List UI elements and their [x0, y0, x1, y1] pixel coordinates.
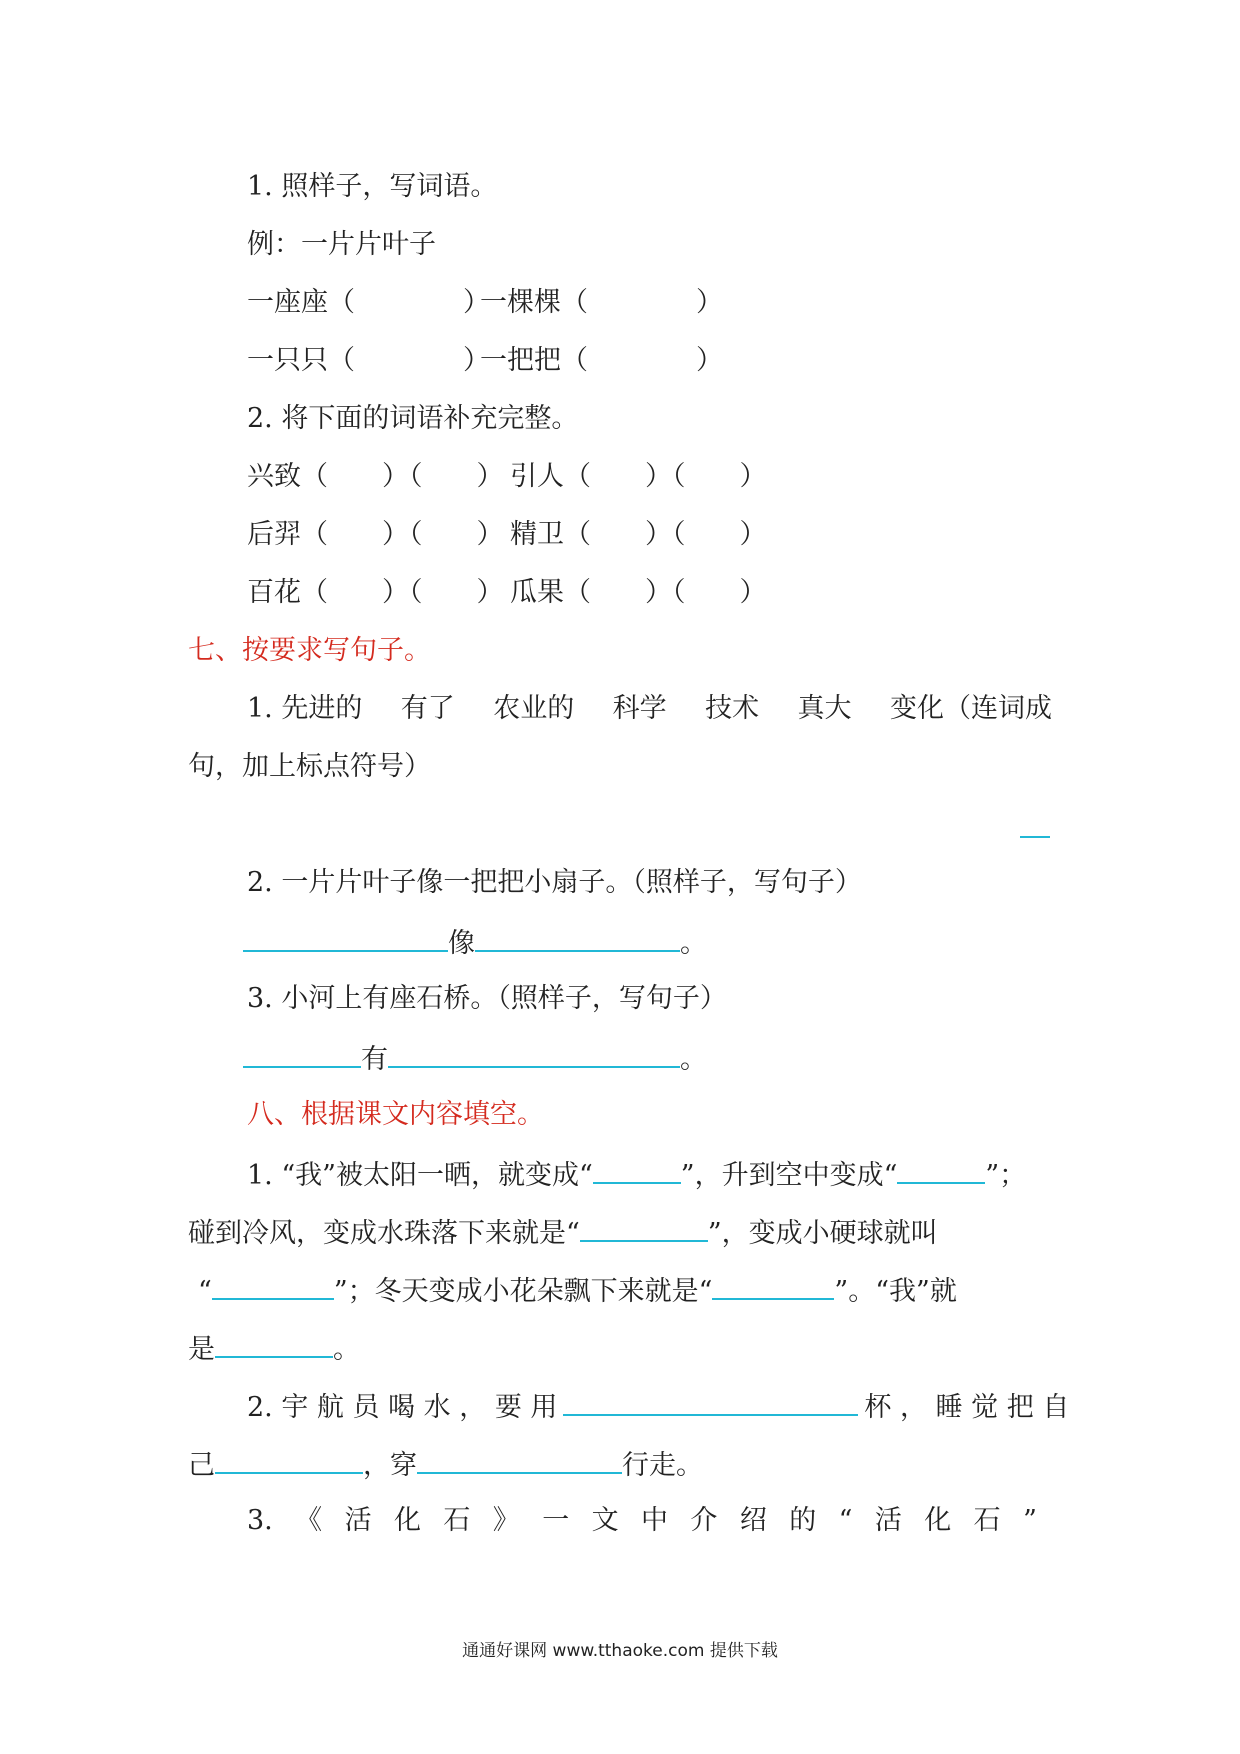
text: ”；: [985, 1160, 1027, 1191]
char: 3.: [247, 1505, 273, 1536]
char: 石: [443, 1505, 471, 1536]
text: 1. “我”被太阳一晒，就变成“: [247, 1160, 593, 1191]
char: 的: [789, 1505, 817, 1536]
text: ”，变成小硬球就叫: [707, 1218, 938, 1249]
text: 有: [361, 1044, 388, 1075]
q6-2-item: 瓜果（ ）（ ）: [510, 577, 767, 608]
text: 是: [188, 1334, 215, 1365]
answer-blank[interactable]: [580, 1214, 708, 1242]
q6-2-item: 兴致（ ）（ ）: [247, 461, 504, 492]
word: 农业的: [493, 693, 575, 724]
char: 一: [542, 1505, 570, 1536]
word: 科学: [612, 693, 667, 724]
answer-blank[interactable]: [212, 1272, 334, 1300]
text: ”；冬天变成小花朵飘下来就是“: [333, 1276, 713, 1307]
word: 变化（连词成: [889, 693, 1052, 724]
q6-1-item: 一棵棵（ ）: [480, 287, 723, 318]
section-7-heading: 七、按要求写句子。: [188, 635, 431, 666]
char: 中: [641, 1505, 669, 1536]
q6-1-item: 一座座（ ）: [247, 287, 490, 318]
text: 碰到冷风，变成水珠落下来就是“: [188, 1218, 580, 1249]
q7-2: 2. 一片片叶子像一把把小扇子。（照样子，写句子）: [247, 867, 862, 898]
answer-blank[interactable]: [243, 1040, 361, 1068]
q8-1-line4: [188, 1330, 360, 1367]
text: 。: [333, 1334, 360, 1365]
q6-1-title: 1. 照样子，写词语。: [247, 171, 498, 202]
q7-1-cont: 句，加上标点符号）: [188, 751, 431, 782]
q6-2-item: 百花（ ）（ ）: [247, 577, 504, 608]
answer-blank[interactable]: [215, 1446, 363, 1474]
q8-1-line1: [247, 1156, 1026, 1193]
q7-3: 3. 小河上有座石桥。（照样子，写句子）: [247, 983, 727, 1014]
answer-blank[interactable]: [563, 1388, 858, 1416]
q8-2-line1: [247, 1388, 1069, 1425]
text: ”，升到空中变成“: [680, 1160, 898, 1191]
char: 》: [492, 1505, 520, 1536]
page-footer: 通通好课网 www.tthaoke.com 提供下载: [462, 1641, 778, 1661]
q8-3-line: [247, 1504, 1037, 1538]
q6-2-item: 引人（ ）（ ）: [510, 461, 767, 492]
word: 1. 先进的: [247, 693, 363, 724]
q6-2-item: 精卫（ ）（ ）: [510, 519, 767, 550]
section-8-heading: 八、根据课文内容填空。: [247, 1099, 544, 1130]
word: 真大: [797, 693, 852, 724]
text: 。: [680, 928, 707, 959]
word: 有了: [400, 693, 455, 724]
q7-3-answer: [243, 1040, 707, 1077]
text: 杯 ， 睡 觉 把 自: [864, 1392, 1070, 1423]
text: 行走。: [622, 1450, 703, 1481]
answer-blank[interactable]: [417, 1446, 622, 1474]
q8-1-line2: [188, 1214, 938, 1251]
q8-2-line2: [188, 1446, 703, 1483]
char: 介: [690, 1505, 718, 1536]
char: 活: [874, 1505, 902, 1536]
char: 石: [973, 1505, 1001, 1536]
char: 文: [591, 1505, 619, 1536]
answer-blank[interactable]: [475, 924, 680, 952]
q7-1-words: [247, 692, 1052, 726]
text: 。: [680, 1044, 707, 1075]
char: 化: [393, 1505, 421, 1536]
q6-1-item: 一只只（ ）: [247, 345, 490, 376]
q8-1-line3: [198, 1272, 957, 1309]
text: 己: [188, 1450, 215, 1481]
text: ”。“我”就: [834, 1276, 957, 1307]
answer-line[interactable]: [1020, 836, 1050, 838]
char: 活: [344, 1505, 372, 1536]
text: “: [198, 1276, 212, 1307]
answer-blank[interactable]: [593, 1156, 681, 1184]
text: 2. 宇 航 员 喝 水 ， 要 用: [247, 1392, 558, 1423]
q6-1-example: 例：一片片叶子: [247, 229, 436, 260]
q6-2-title: 2. 将下面的词语补充完整。: [247, 403, 579, 434]
answer-blank[interactable]: [897, 1156, 985, 1184]
char: 《: [295, 1505, 323, 1536]
answer-blank[interactable]: [215, 1330, 333, 1358]
char: 绍: [739, 1505, 767, 1536]
q7-2-answer: [243, 924, 707, 961]
text: ，穿: [363, 1450, 417, 1481]
answer-blank[interactable]: [712, 1272, 834, 1300]
q6-1-item: 一把把（ ）: [480, 345, 723, 376]
answer-blank[interactable]: [388, 1040, 680, 1068]
char: “: [838, 1505, 853, 1536]
answer-blank[interactable]: [243, 924, 448, 952]
char: 化: [924, 1505, 952, 1536]
q6-2-item: 后羿（ ）（ ）: [247, 519, 504, 550]
char: ”: [1023, 1505, 1037, 1536]
word: 技术: [705, 693, 760, 724]
text: 像: [448, 928, 475, 959]
